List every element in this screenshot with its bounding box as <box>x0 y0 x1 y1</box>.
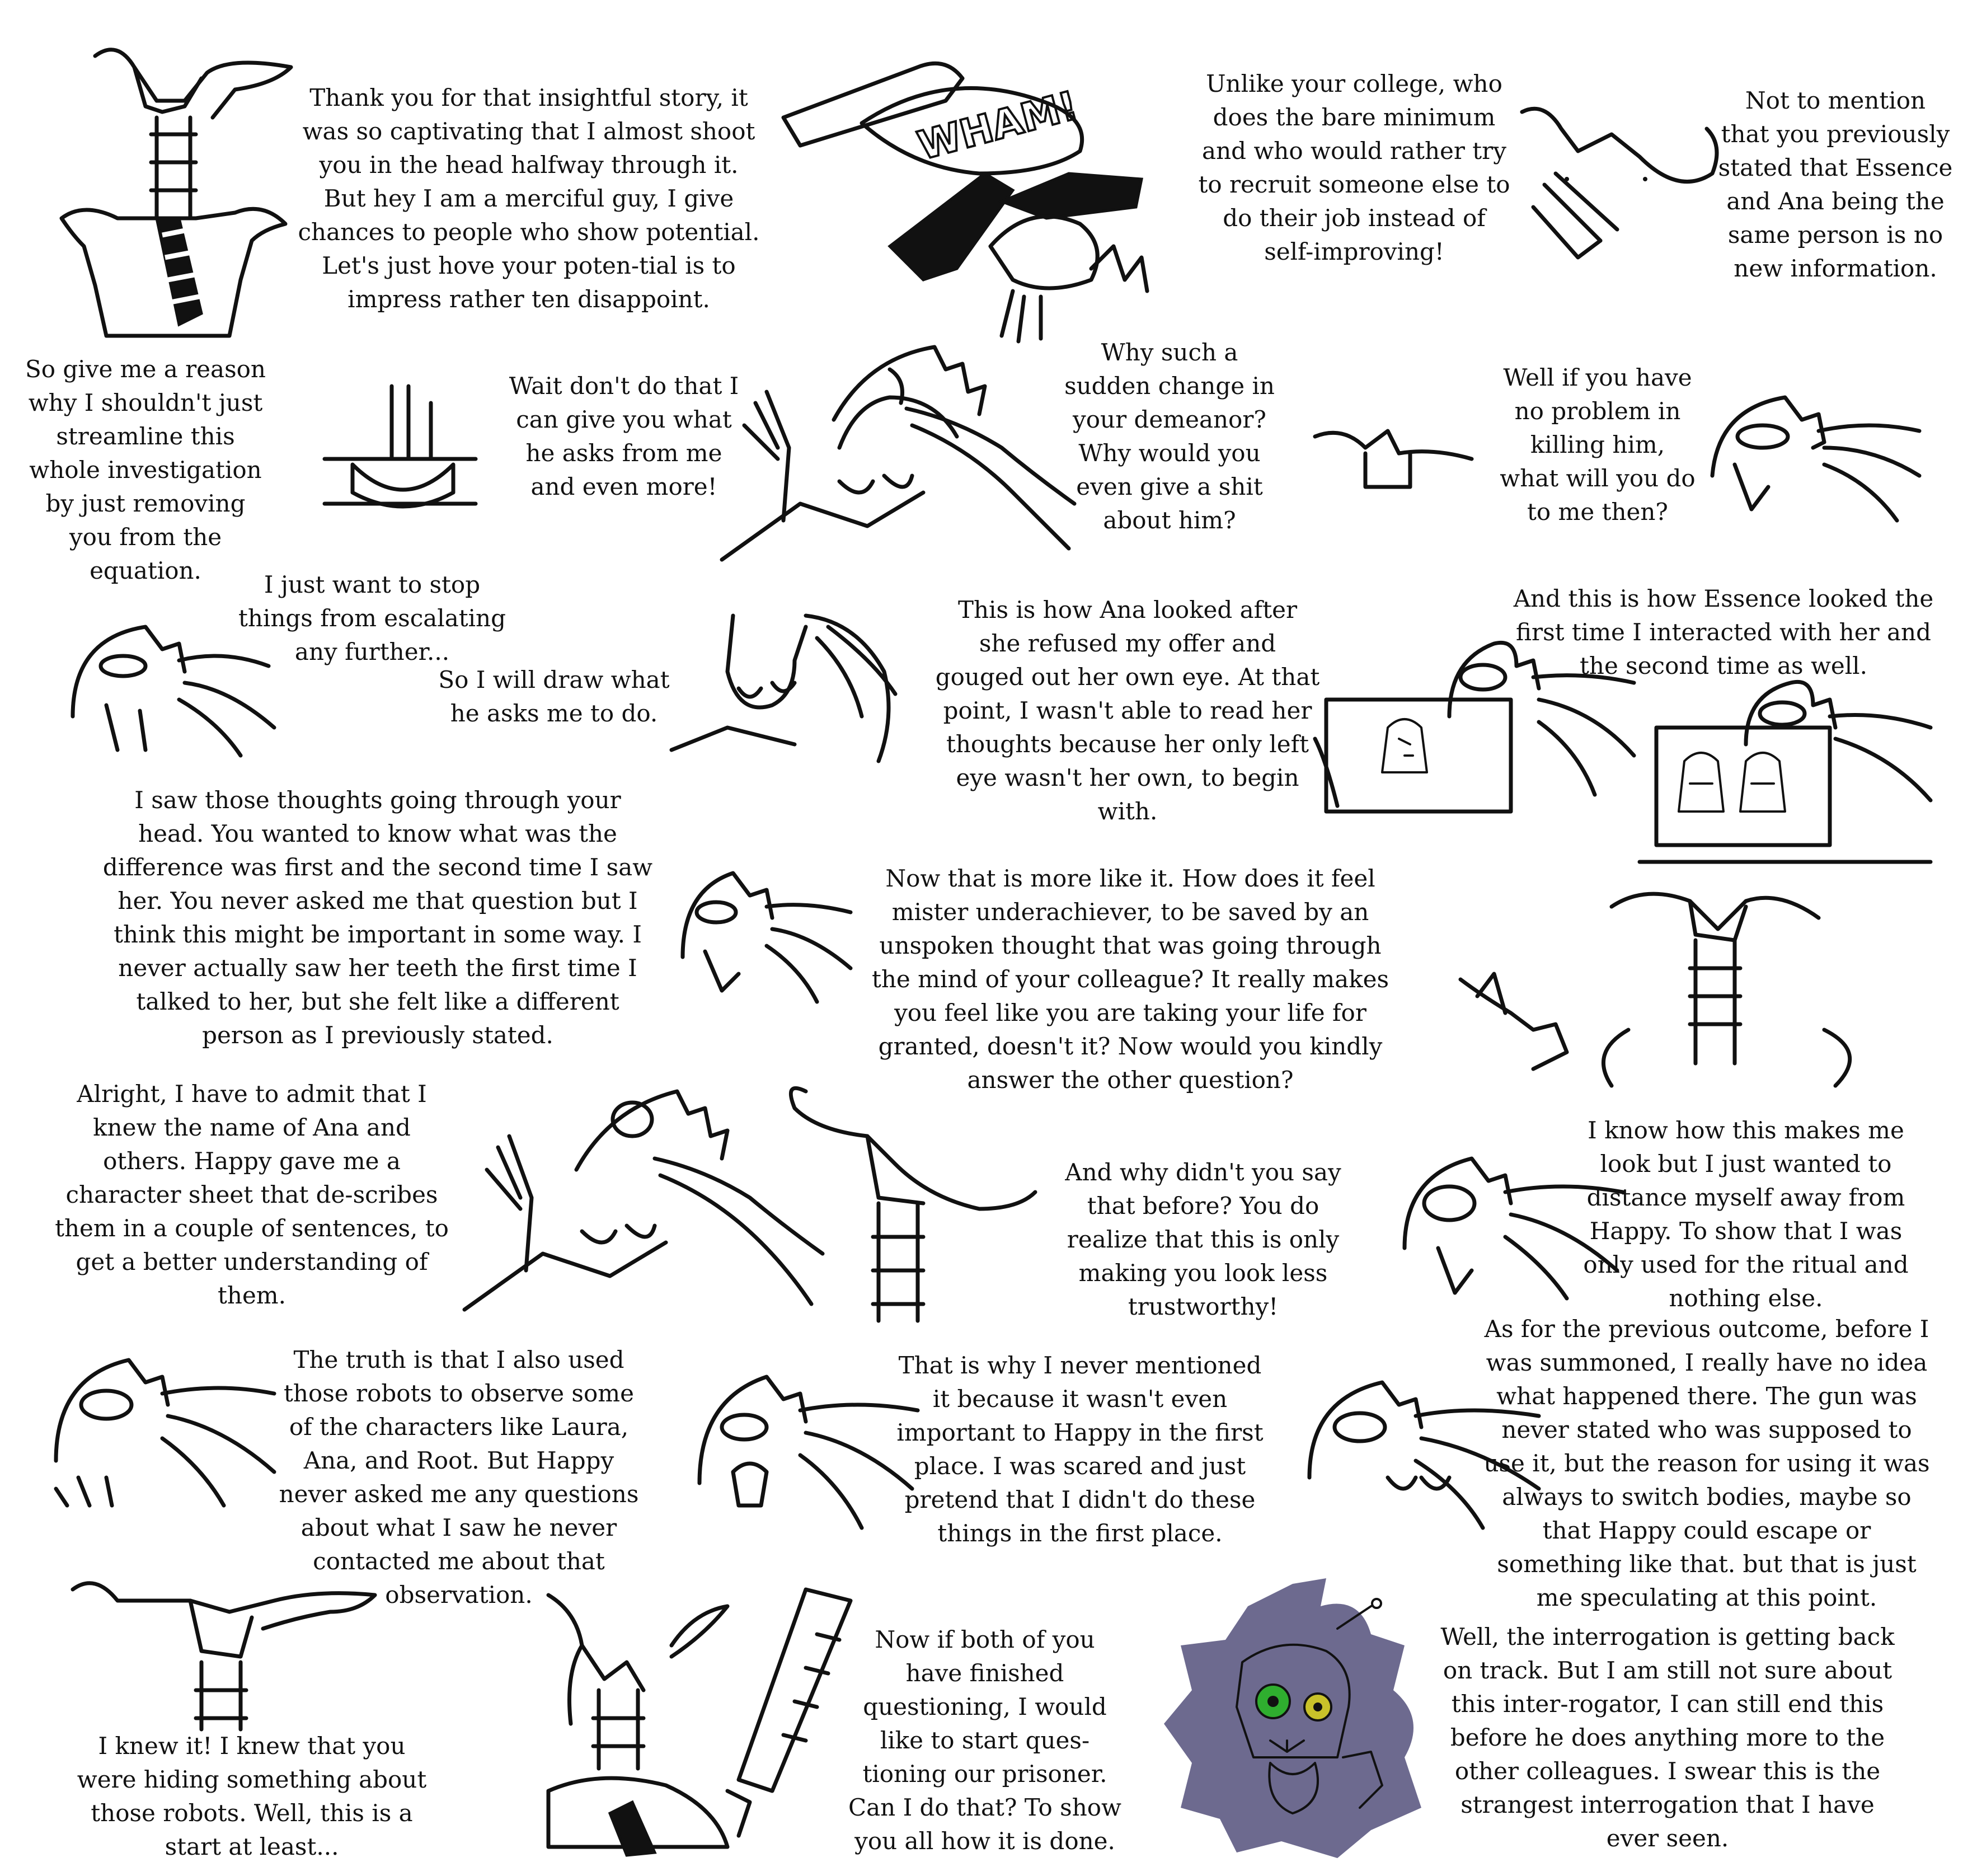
caption-as-for-the-previous: As for the previous outcome, before I was summoned, I really have no idea what happened there. The gun was never stated who was supposed to use it, but the reason for using it was always to switch bodies, maybe so that Happy could escape or something like that. but that is just me speculating at this point. <box>1483 1315 1930 1611</box>
robot-on-floor-panel <box>319 381 481 520</box>
gun-firing-wham-panel <box>778 34 1203 347</box>
caption-now-if-both-of-you: Now if both of you have finished questioning, I would like to start ques-tioning our prisoner. Can I do that? To show you all how it is done. <box>848 1626 1121 1855</box>
caption-i-saw-those-thoughts: I saw those thoughts going through your head. You wanted to know what was the difference was first and the second time I saw her. You never asked me that question but I think this might be important in some way. I never actually saw her teeth the first time I talked to her, but she felt like a different person as I previously stated. <box>102 786 653 1049</box>
caption-so-give-me-a-reason: So give me a reason why I shouldn't just streamline this whole investigation by just removing you from the equation. <box>25 355 266 584</box>
figure-holding-essence-drawing <box>1634 672 1936 867</box>
caption-and-why-didnt-you-say: And why didn't you say that before? You do realize that this is only making you look less trustworthy! <box>1065 1159 1341 1320</box>
purple-blob-character <box>1158 1573 1438 1864</box>
horned-figure-pointing-gun <box>1511 95 1735 269</box>
horned-figure-vertical <box>783 1075 1046 1332</box>
caption-not-to-mention: Not to mention that you previously stated that Essence and Ana being the same person is no new information. <box>1718 87 1953 282</box>
masked-figure-thinking <box>671 862 856 1007</box>
caption-i-knew-it: I knew it! I knew that you were hiding something about those robots. Well, this is a start at least... <box>77 1732 427 1860</box>
caption-this-is-how-ana-looked: This is how Ana looked after she refused my offer and gouged out her own eye. At that point, I wasn't able to read her thoughts because her only left eye wasn't her own, to begin with. <box>935 596 1320 825</box>
caption-that-is-why-i-never: That is why I never mentioned it because it wasn't even important to Happy in the first place. I was scared and just pretend that I didn't do these things in the first place. <box>896 1352 1264 1547</box>
caption-so-i-will-draw: So I will draw what he asks me to do. <box>438 666 670 727</box>
horned-figure-small <box>1309 414 1477 493</box>
sfx-wham: WHAM! <box>913 82 1083 169</box>
caption-thank-you-story: Thank you for that insightful story, it was so captivating that I almost shoot you in the head halfway through it. But hey I am a merciful guy, I give chances to people who show potential. Let's just hove your poten-tial is to impress rather ten disappoint. <box>298 84 760 313</box>
caption-well-if-you-have: Well if you have no problem in killing him, what will you do to me then? <box>1500 364 1696 526</box>
caption-well-the-interrogation: Well, the interrogation is getting back on track. But I am still not sure about this inter-rogator, I can still end this before he does anything more to the other colleagues. I swear this is the strangest interrogation that I have ever seen. <box>1440 1623 1895 1852</box>
masked-woman-raising-hand <box>722 336 1086 571</box>
caption-now-that-is-more-like-it: Now that is more like it. How does it feel mister underachiever, to be saved by an unspoken thought that was going through the mind of your colleague? It really makes you feel like you are taking your life for granted, doesn't it? Now would you kindly answer the other question? <box>871 865 1389 1094</box>
caption-and-this-is-how-essence: And this is how Essence looked the first time I interacted with her and the second time as well. <box>1513 585 1934 679</box>
horned-figure-holding-syringe <box>515 1578 862 1858</box>
caption-the-truth-is: The truth is that I also used those robots to observe some of the characters like Laura, Ana, and Root. But Happy never asked me any questions about what I saw he never contacted me about that observation. <box>279 1346 639 1608</box>
interrogator-horned-figure-with-tie <box>50 34 302 347</box>
caption-i-know-how-this-makes: I know how this makes me look but I just wanted to distance myself away from Happy. To show that I was only used for the ritual and nothing else. <box>1583 1117 1909 1312</box>
masked-figure-row6-left <box>45 1343 280 1511</box>
caption-i-just-want-to-stop: I just want to stop things from escalating any further... <box>238 571 506 665</box>
caption-unlike-your-college: Unlike your college, who does the bare minimum and who would rather try to recruit someone else to do their job instead of self-improving! <box>1198 70 1510 265</box>
caption-alright-i-have-to-admit: Alright, I have to admit that I knew the name of Ana and others. Happy gave me a character sheet that de-scribes them in a couple of sentences, to get a better understanding of them. <box>55 1080 449 1309</box>
masked-figure-left-row3 <box>62 616 285 756</box>
horned-figure-with-bird <box>1444 884 1936 1097</box>
masked-figure-right <box>1701 386 1925 532</box>
caption-wait-dont-do-that: Wait don't do that I can give you what he asks from me and even more! <box>509 372 739 500</box>
horned-figure-row7-left <box>62 1567 386 1735</box>
masked-figure-covering-mouth <box>688 1354 923 1533</box>
woman-with-hair-panel <box>660 604 901 767</box>
caption-why-such-a-sudden-change: Why such a sudden change in your demeanor? Why would you even give a shit about him? <box>1064 339 1275 534</box>
